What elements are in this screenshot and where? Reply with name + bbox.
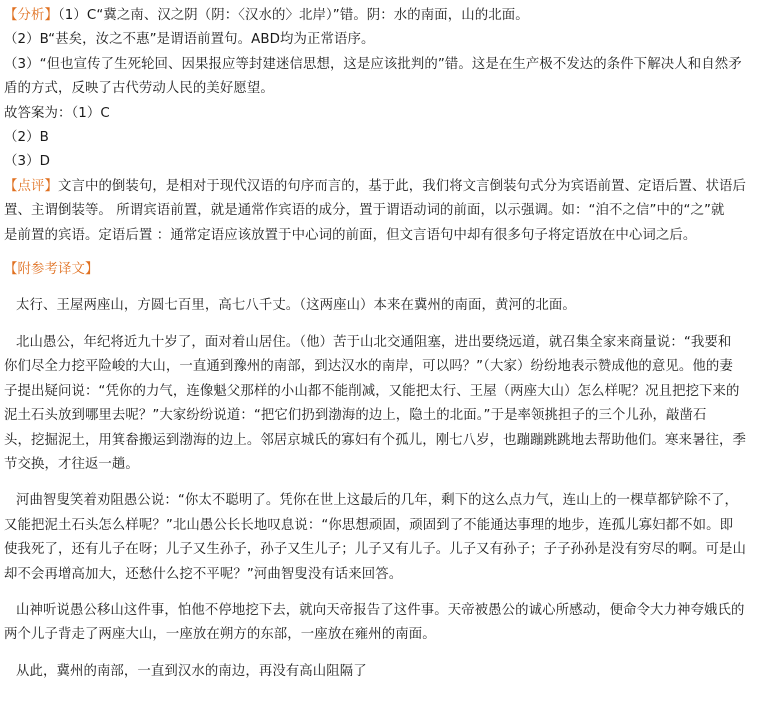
- translation-paragraph-1: [4, 294, 774, 318]
- translation-paragraph-4: [4, 599, 774, 648]
- analysis-line-2: （2）B“甚矣，汝之不惠”是谓语前置句。ABD均为正常语序。: [4, 32, 375, 48]
- answer-2: （2）B: [4, 130, 49, 146]
- analysis-section: [4, 4, 774, 102]
- comment-line-3: 是前置的宾语。定语后置 ：通常定语应该放置于中心词的前面，但文言语句中却有很多句子将定语放在中心词之后。: [4, 227, 697, 243]
- text-line: 两个儿子背走了两座大山，一座放在朔方的东部，一座放在雍州的南面。: [4, 627, 436, 643]
- text-line: 山神听说愚公移山这件事，怕他不停地挖下去，就向天帝报告了这件事。天帝被愚公的诚心所感动，便命令大力神夸娥氏的: [16, 602, 745, 618]
- text-line: 太行、王屋两座山，方圆七百里，高七八千丈。（这两座山）本来在冀州的南面，黄河的北面。: [16, 298, 576, 314]
- text-line: 泥土石头放到哪里去呢？”大家纷纷说道：“把它们扔到渤海的边上，隐土的北面。”于是率领挑担子的三个儿孙，敲凿石: [4, 408, 707, 424]
- text-line: 使我死了，还有儿子在呀；儿子又生孙子，孙子又生儿子；儿子又有儿子。儿子又有孙子；子子孙孙是没有穷尽的啊。可是山: [4, 542, 746, 558]
- translation-paragraph-2: [4, 331, 774, 477]
- text-line: 河曲智叟笑着劝阻愚公说：“你太不聪明了。凭你在世上这最后的几年，剩下的这么点力气，连山上的一棵草都铲除不了，: [16, 493, 739, 509]
- text-line: 节交换，才往返一趟。: [4, 456, 139, 472]
- translation-paragraph-3: [4, 489, 774, 587]
- translation-paragraph-5: [4, 660, 774, 684]
- text-line: 子提出疑问说：“凭你的力气，连像魁父那样的小山都不能削减，又能把太行、王屋（两座大山）怎么样呢？况且把挖下来的: [4, 383, 740, 399]
- comment-section: [4, 175, 774, 248]
- text-line: 头，挖掘泥土，用箕畚搬运到渤海的边上。邻居京城氏的寡妇有个孤儿，刚七八岁，也蹦蹦跳跳地去帮助他们。寒来暑往，季: [4, 432, 746, 448]
- translation-tag: 【附参考译文】: [4, 262, 99, 278]
- text-line: 从此，冀州的南部，一直到汉水的南边，再没有高山阻隔了: [16, 663, 367, 679]
- analysis-tag: 【分析】: [4, 8, 58, 23]
- text-line: 却不会再增高加大，还愁什么挖不平呢？”河曲智叟没有话来回答。: [4, 566, 403, 582]
- analysis-line-3a: （3）“但也宣传了生死轮回、因果报应等封建迷信思想，这是应该批判的”错。这是在生产极不发达的条件下解决人和自然矛: [4, 56, 742, 72]
- analysis-line-1: 【分析】（1）C“冀之南、汉之阴（阴：〈汉水的〉北岸）”错。阴：水的南面，山的北面。: [4, 8, 529, 23]
- comment-line-1: 【点评】文言中的倒装句，是相对于现代汉语的句序而言的，基于此，我们将文言倒装句式分为宾语前置、定语后置、状语后: [4, 178, 746, 194]
- comment-line-2: 置、主谓倒装等。 所谓宾语前置，就是通常作宾语的成分，置于谓语动词的前面，以示强调。如：“洎不之信”中的“之”就: [4, 203, 725, 219]
- answer-3: （3）D: [4, 154, 51, 170]
- text-line: 又能把泥土石头怎么样呢？”北山愚公长长地叹息说：“你思想顽固，顽固到了不能通达事理的地步，连孤儿寡妇都不如。即: [4, 517, 734, 533]
- comment-tag: 【点评】: [4, 178, 58, 194]
- analysis-line-3b: 盾的方式，反映了古代劳动人民的美好愿望。: [4, 81, 274, 97]
- answer-section: [4, 102, 774, 175]
- translation-section: [4, 258, 774, 684]
- text-line: 北山愚公，年纪将近九十岁了，面对着山居住。（他）苦于山北交通阻塞，进出要绕远道，就召集全家来商量说：“我要和: [16, 334, 732, 350]
- answer-label: 故答案为：（1）C: [4, 105, 110, 121]
- text-line: 你们尽全力挖平险峻的大山，一直通到豫州的南部，到达汉水的南岸，可以吗？”（大家）纷纷地表示赞成他的意见。他的妻: [4, 359, 733, 375]
